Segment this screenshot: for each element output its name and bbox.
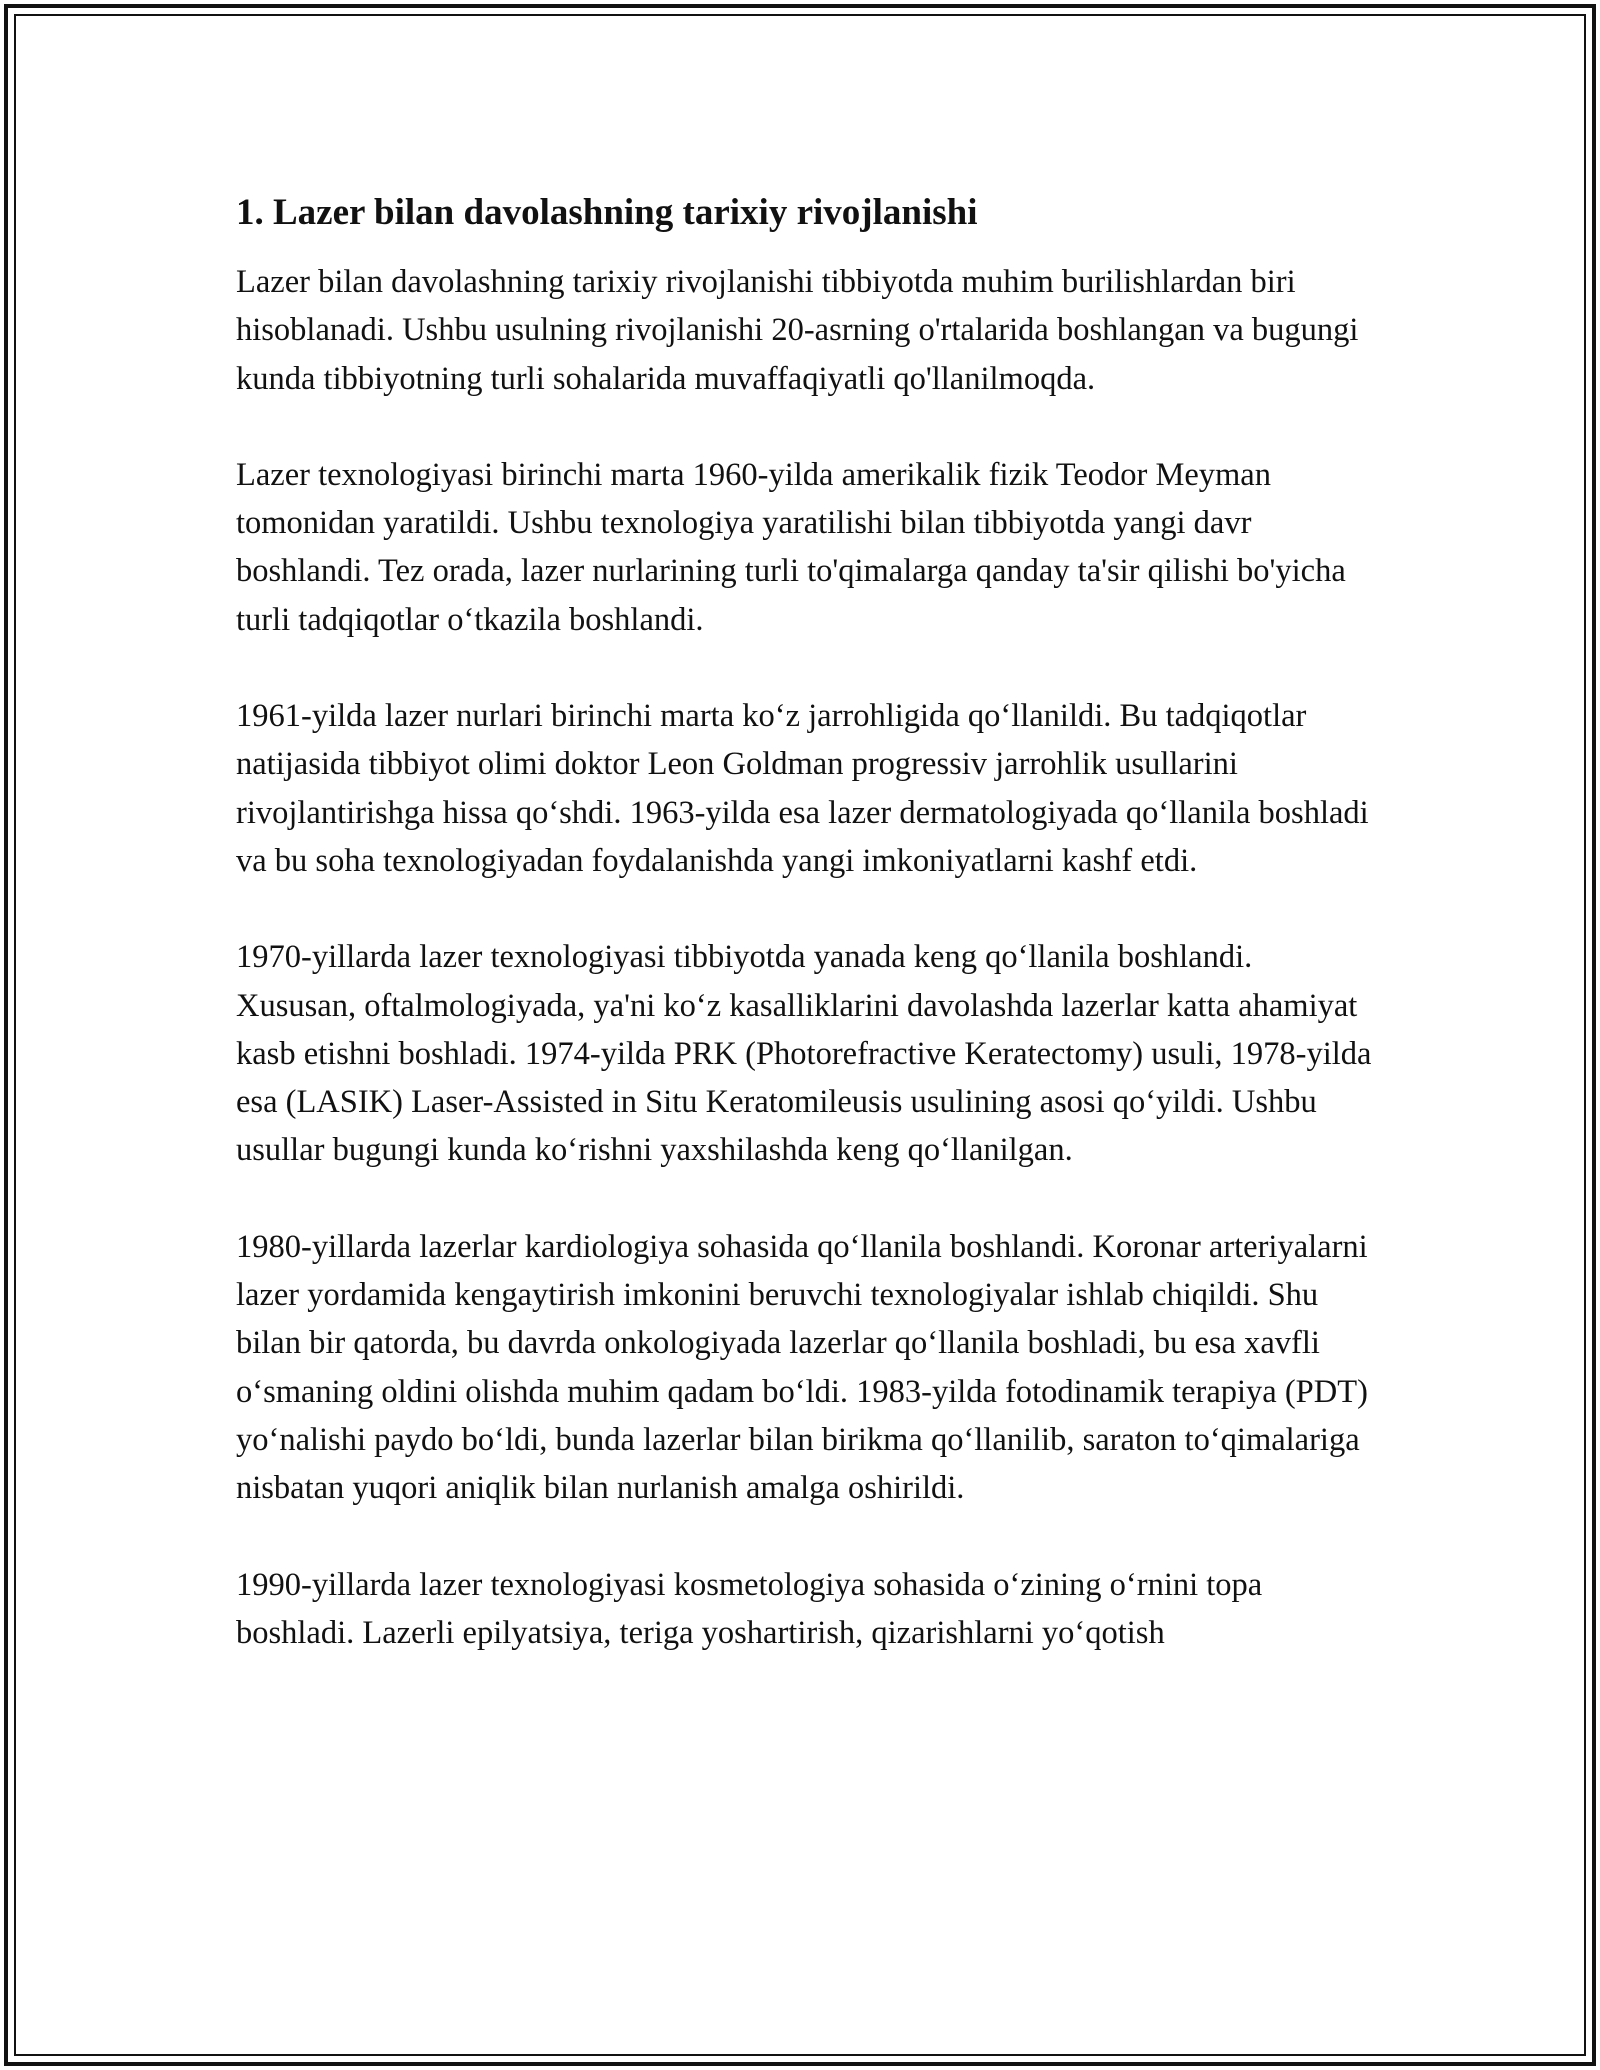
- paragraph-1990s: 1990-yillarda lazer texnologiyasi kosmetologiya sohasida oʻzining oʻrnini topa boshladi. Lazerli epilyatsiya, teriga yoshartirish, qizarishlarni yoʻqotish: [236, 1566, 1263, 1651]
- paragraph-1970s: 1970-yillarda lazer texnologiyasi tibbiyotda yanada keng qoʻllanila boshlandi. Xususan, oftalmologiyada, ya'ni koʻz kasalliklarini davolashda lazerlar katta ahamiyat kasb etishni boshladi. 1974-yilda PRK (Photorefractive Keratectomy) usuli, 1978-yilda esa (LASIK) Laser-Assisted in Situ Keratomileusis usulining asosi qoʻyildi. Ushbu usullar bugungi kunda koʻrishni yaxshilashda keng qoʻllanilgan.: [236, 939, 1372, 1169]
- paragraph-1980s: 1980-yillarda lazerlar kardiologiya sohasida qoʻllanila boshlandi. Koronar arteriyalarni lazer yordamida kengaytirish imkonini beruvchi texnologiyalar ishlab chiqildi. Shu bilan bir qatorda, bu davrda onkologiyada lazerlar qoʻllanila boshladi, bu esa xavfli oʻsmaning oldini olishda muhim qadam boʻldi. 1983-yilda fotodinamik terapiya (PDT) yoʻnalishi paydo boʻldi, bunda lazerlar bilan birikma qoʻllanilib, saraton toʻqimalariga nisbatan yuqori aniqlik bilan nurlanish amalga oshirildi.: [236, 1228, 1368, 1507]
- paragraph-1960: Lazer texnologiyasi birinchi marta 1960-yilda amerikalik fizik Teodor Meyman tomonidan yaratildi. Ushbu texnologiya yaratilishi bilan tibbiyotda yangi davr boshlandi. Tez orada, lazer nurlarining turli to'qimalarga qanday ta'sir qilishi bo'yicha turli tadqiqotlar oʻtkazila boshlandi.: [236, 456, 1346, 638]
- paragraph-introduction: Lazer bilan davolashning tarixiy rivojlanishi tibbiyotda muhim burilishlardan biri hisoblanadi. Ushbu usulning rivojlanishi 20-asrning o'rtalarida boshlangan va bugungi kunda tibbiyotning turli sohalarida muvaffaqiyatli qo'llanilmoqda.: [236, 264, 1359, 397]
- document-body: [236, 186, 1376, 1657]
- section-heading: 1. Lazer bilan davolashning tarixiy rivojlanishi: [236, 192, 978, 233]
- paragraph-1961: 1961-yilda lazer nurlari birinchi marta koʻz jarrohligida qoʻllanildi. Bu tadqiqotlar natijasida tibbiyot olimi doktor Leon Goldman progressiv jarrohlik usullarini rivojlantirishga hissa qoʻshdi. 1963-yilda esa lazer dermatologiyada qoʻllanila boshladi va bu soha texnologiyadan foydalanishda yangi imkoniyatlarni kashf etdi.: [236, 698, 1369, 879]
